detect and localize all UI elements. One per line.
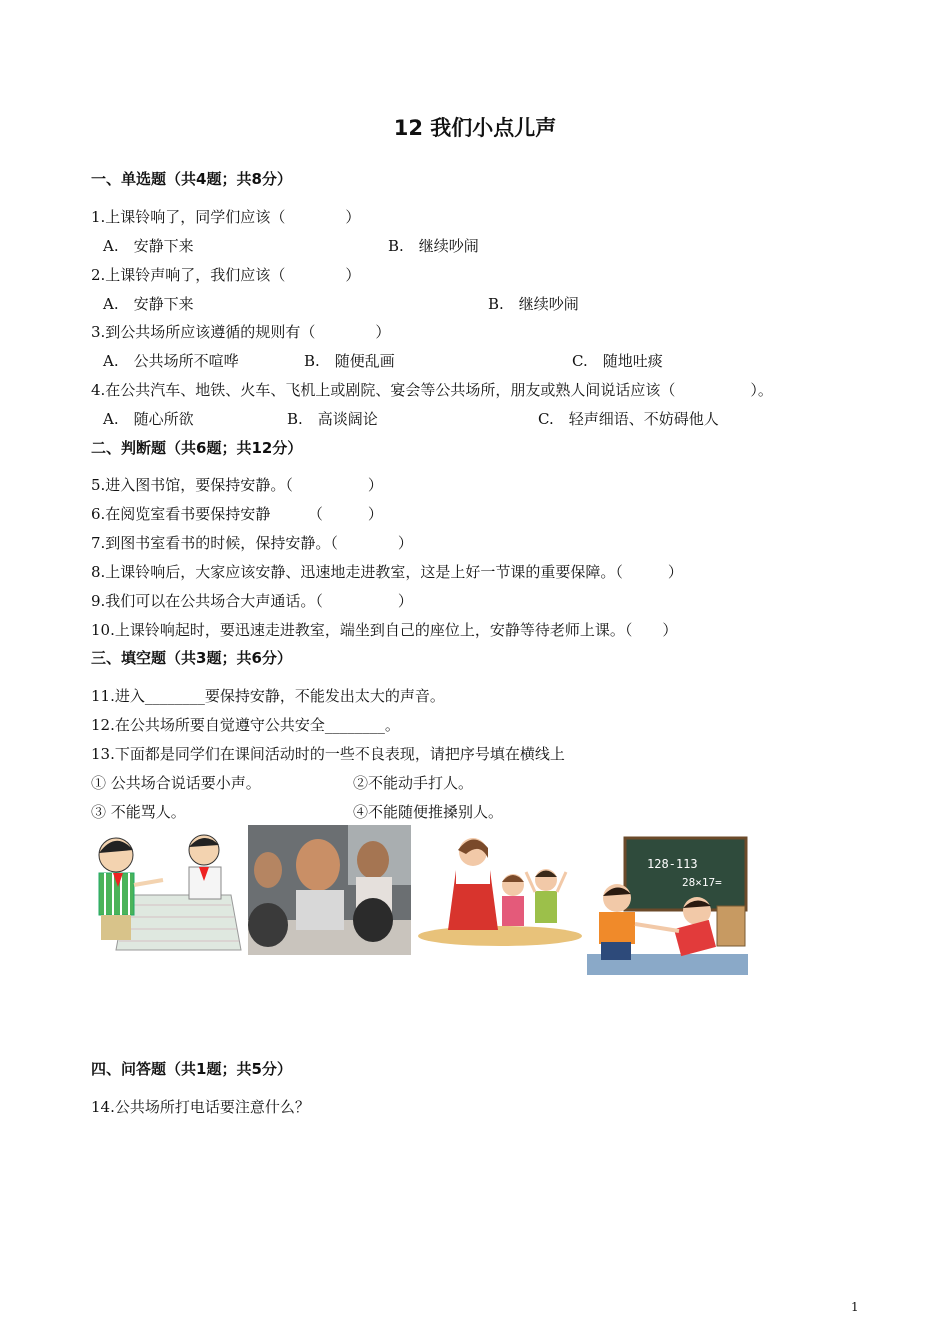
photo-classroom-children (248, 825, 411, 955)
section-heading-short-answer: 四、问答题（共1题；共5分） (91, 1060, 292, 1078)
question-14: 14.公共场所打电话要注意什么？ (91, 1098, 310, 1116)
question-2-option-a: A. 安静下来 (103, 295, 194, 313)
judge-item: 10.上课铃响起时，要迅速走进教室，端坐到自己的座位上，安静等待老师上课。（ ） (91, 621, 678, 639)
question-4-option-a: A. 随心所欲 (103, 410, 194, 428)
question-11: 11.进入________要保持安静，不能发出太大的声音。 (91, 687, 445, 705)
judge-item: 5.进入图书馆，要保持安静。（ ） (91, 476, 383, 494)
section-heading-single-choice: 一、单选题（共4题；共8分） (91, 170, 292, 188)
illustration-teacher-noisy-students (418, 830, 582, 946)
blackboard-text-line-2: 28×17= (682, 876, 722, 889)
page-title: 12 我们小点儿声 (393, 116, 557, 140)
blackboard-text-line-1: 128-113 (647, 857, 698, 871)
illustration-children-chess-argument (91, 825, 244, 958)
question-13-option-2: ②不能动手打人。 (353, 774, 474, 792)
question-3-option-b: B. 随便乱画 (304, 352, 395, 370)
question-4-option-b: B. 高谈阔论 (287, 410, 378, 428)
page-number: 1 (851, 1300, 859, 1314)
illustration-boy-pushing-at-blackboard (587, 836, 748, 975)
question-2-option-b: B. 继续吵闹 (488, 295, 579, 313)
question-13-option-1: ① 公共场合说话要小声。 (91, 774, 261, 792)
judge-item: 9.我们可以在公共场合大声通话。（ ） (91, 592, 413, 610)
judge-item: 8.上课铃响后，大家应该安静、迅速地走进教室，这是上好一节课的重要保障。（ ） (91, 563, 683, 581)
section-heading-true-false: 二、判断题（共6题；共12分） (91, 439, 303, 457)
question-4-stem: 4.在公共汽车、地铁、火车、飞机上或剧院、宴会等公共场所，朋友或熟人间说话应该（ ）。 (91, 381, 773, 399)
question-1-option-a: A. 安静下来 (103, 237, 194, 255)
question-12: 12.在公共场所要自觉遵守公共安全________。 (91, 716, 400, 734)
question-13-stem: 13.下面都是同学们在课间活动时的一些不良表现，请把序号填在横线上 (91, 745, 565, 763)
question-4-option-c: C. 轻声细语、不妨碍他人 (538, 410, 719, 428)
question-2-stem: 2.上课铃声响了，我们应该（ ） (91, 266, 361, 284)
question-3-option-c: C. 随地吐痰 (572, 352, 663, 370)
judge-item: 6.在阅览室看书要保持安静 （ ） (91, 505, 383, 523)
question-3-option-a: A. 公共场所不喧哗 (103, 352, 239, 370)
question-1-option-b: B. 继续吵闹 (388, 237, 479, 255)
question-3-stem: 3.到公共场所应该遵循的规则有（ ） (91, 323, 391, 341)
judge-item: 7.到图书室看书的时候，保持安静。（ ） (91, 534, 413, 552)
question-13-option-3: ③ 不能骂人。 (91, 803, 186, 821)
section-heading-fill-blank: 三、填空题（共3题；共6分） (91, 649, 292, 667)
question-1-stem: 1.上课铃响了，同学们应该（ ） (91, 208, 361, 226)
question-13-option-4: ④不能随便推搡别人。 (353, 803, 504, 821)
